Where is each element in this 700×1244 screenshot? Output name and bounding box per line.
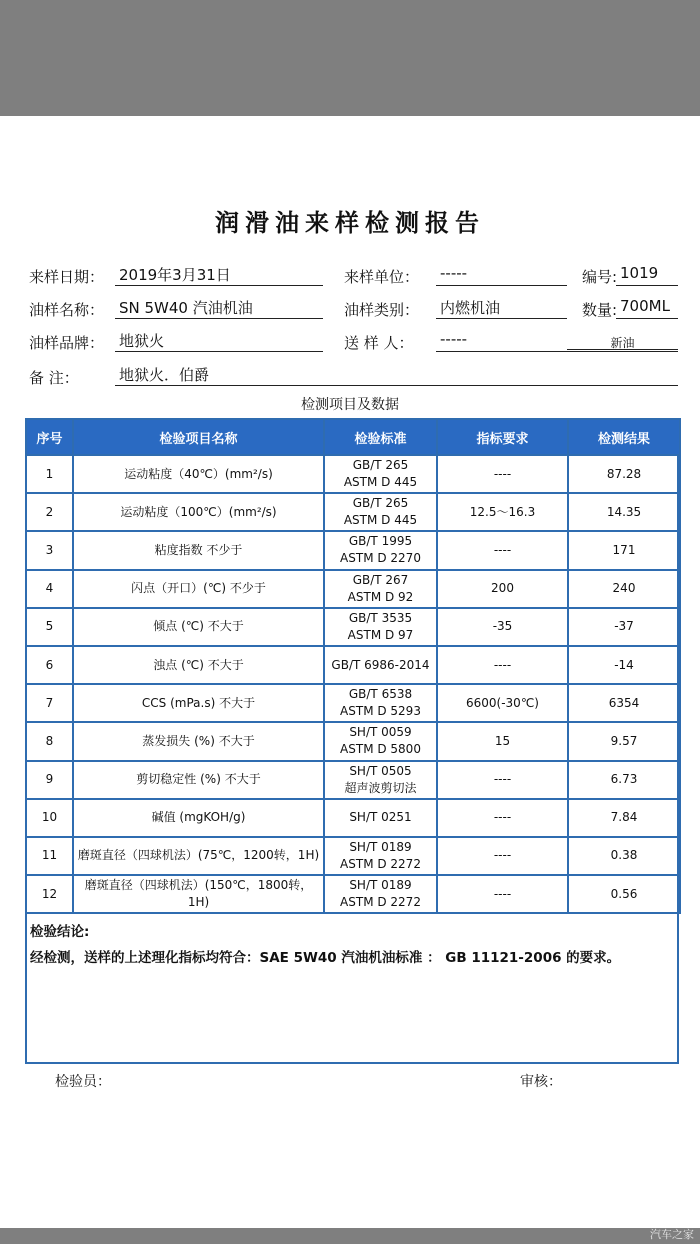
sample-date-label: 来样日期： <box>29 268 105 286</box>
standard-line-1: GB/T 1995 <box>348 534 413 549</box>
cell-requirement: -35 <box>437 608 568 646</box>
cell-requirement: ---- <box>437 761 568 799</box>
report-title: 润滑油来样检测报告 <box>215 208 485 237</box>
table-row <box>26 570 680 608</box>
cell-no: 6 <box>26 646 73 684</box>
table-row <box>26 455 680 493</box>
cell-item: 磨斑直径（四球机法）(150℃，1800转，1H) <box>73 875 324 913</box>
cell-no: 10 <box>26 799 73 837</box>
sample-type-label: 油样类别： <box>344 301 420 319</box>
cell-result: 6354 <box>568 684 680 722</box>
standard-line-2: ASTM D 445 <box>343 513 418 528</box>
cell-standard <box>324 684 437 722</box>
cell-no: 7 <box>26 684 73 722</box>
cell-item: 碱值 (mgKOH/g) <box>73 799 324 837</box>
table-row <box>26 722 680 760</box>
sample-name-label: 油样名称： <box>29 301 105 319</box>
standard-line-2: ASTM D 5293 <box>340 704 421 719</box>
oil-condition-value: 新油 <box>567 330 678 352</box>
standard-line-2: ASTM D 92 <box>347 589 414 604</box>
cell-item: 倾点 (℃) 不大于 <box>73 608 324 646</box>
cell-result: 171 <box>568 531 680 569</box>
cell-item: 蒸发损失 (%) 不大于 <box>73 722 324 760</box>
table-row <box>26 799 680 837</box>
cell-result: -14 <box>568 646 680 684</box>
brand-value: 地狱火 <box>115 330 323 352</box>
header-requirement: 指标要求 <box>437 419 568 455</box>
cell-item: 闪点（开口）(℃) 不少于 <box>73 570 324 608</box>
remark-value: 地狱火．伯爵 <box>115 364 678 386</box>
conclusion-label: 检验结论: <box>30 924 90 940</box>
table-row <box>26 493 680 531</box>
cell-standard <box>324 722 437 760</box>
cell-item: 浊点 (℃) 不大于 <box>73 646 324 684</box>
standard-line-2: ASTM D 2272 <box>340 856 421 871</box>
cell-requirement: 15 <box>437 722 568 760</box>
cell-requirement: ---- <box>437 799 568 837</box>
cell-standard <box>324 646 437 684</box>
table-row <box>26 608 680 646</box>
cell-no: 11 <box>26 837 73 875</box>
cell-standard <box>324 761 437 799</box>
cell-result: 7.84 <box>568 799 680 837</box>
cell-no: 9 <box>26 761 73 799</box>
cell-no: 12 <box>26 875 73 913</box>
cell-no: 2 <box>26 493 73 531</box>
cell-result: 6.73 <box>568 761 680 799</box>
cell-standard <box>324 455 437 493</box>
header-item: 检验项目名称 <box>73 419 324 455</box>
cell-standard <box>324 608 437 646</box>
number-label: 编号: <box>582 268 618 286</box>
standard-line-1: GB/T 6986-2014 <box>331 657 430 672</box>
standard-line-1: SH/T 0189 <box>349 839 412 854</box>
standard-line-1: GB/T 6538 <box>348 687 413 702</box>
table-header-row <box>26 419 680 455</box>
cell-item: 运动粘度（40℃）(mm²/s) <box>73 455 324 493</box>
standard-line-2: ASTM D 2272 <box>340 895 421 910</box>
cell-requirement: ---- <box>437 455 568 493</box>
cell-requirement: ---- <box>437 646 568 684</box>
cell-no: 4 <box>26 570 73 608</box>
standard-line-2: ASTM D 445 <box>343 475 418 490</box>
section-title: 检测项目及数据 <box>301 397 399 413</box>
cell-standard <box>324 875 437 913</box>
cell-standard <box>324 493 437 531</box>
cell-result: 14.35 <box>568 493 680 531</box>
standard-line-1: GB/T 265 <box>352 496 409 511</box>
table-row <box>26 837 680 875</box>
top-gray-bar <box>0 0 700 116</box>
standard-line-2: ASTM D 2270 <box>340 551 421 566</box>
cell-result: 9.57 <box>568 722 680 760</box>
reviewer-label: 审核： <box>520 1074 562 1090</box>
standard-line-1: GB/T 265 <box>352 458 409 473</box>
watermark: 汽车之家 <box>650 1228 694 1241</box>
cell-standard <box>324 570 437 608</box>
cell-no: 1 <box>26 455 73 493</box>
cell-requirement: ---- <box>437 875 568 913</box>
sample-unit-label: 来样单位： <box>344 268 420 286</box>
cell-item: 运动粘度（100℃）(mm²/s) <box>73 493 324 531</box>
header-no: 序号 <box>26 419 73 455</box>
cell-result: 0.56 <box>568 875 680 913</box>
bottom-gray-bar <box>0 1228 700 1244</box>
cell-no: 3 <box>26 531 73 569</box>
cell-requirement: 12.5～16.3 <box>437 493 568 531</box>
sample-name-value: SN 5W40 汽油机油 <box>115 297 323 319</box>
sample-type-value: 内燃机油 <box>436 297 567 319</box>
standard-line-1: SH/T 0059 <box>349 725 412 740</box>
cell-standard <box>324 531 437 569</box>
table-row <box>26 761 680 799</box>
cell-requirement: 6600(-30℃) <box>437 684 568 722</box>
cell-item: 粘度指数 不少于 <box>73 531 324 569</box>
cell-no: 8 <box>26 722 73 760</box>
header-standard: 检验标准 <box>324 419 437 455</box>
standard-line-1: SH/T 0505 <box>349 763 412 778</box>
cell-item: 磨斑直径（四球机法）(75℃，1200转，1H) <box>73 837 324 875</box>
cell-item: CCS (mPa.s) 不大于 <box>73 684 324 722</box>
sender-value: ----- <box>436 330 567 352</box>
sample-unit-value: ----- <box>436 264 567 286</box>
cell-requirement: 200 <box>437 570 568 608</box>
table-row <box>26 531 680 569</box>
standard-line-2: ASTM D 5800 <box>340 742 421 757</box>
cell-result: 240 <box>568 570 680 608</box>
table-row <box>26 646 680 684</box>
cell-result: 0.38 <box>568 837 680 875</box>
conclusion-text: 经检测，送样的上述理化指标均符合：SAE 5W40 汽油机油标准 ： GB 11121-2006 的要求。 <box>30 950 621 966</box>
table-row <box>26 875 680 913</box>
standard-line-2: ASTM D 97 <box>347 627 414 642</box>
number-value: 1019 <box>616 264 678 286</box>
sample-date-value: 2019年3月31日 <box>115 264 323 286</box>
cell-result: -37 <box>568 608 680 646</box>
standard-line-2: 超声波剪切法 <box>344 780 417 795</box>
cell-standard <box>324 799 437 837</box>
cell-no: 5 <box>26 608 73 646</box>
cell-requirement: ---- <box>437 531 568 569</box>
standard-line-1: SH/T 0251 <box>349 810 412 825</box>
cell-item: 剪切稳定性 (%) 不大于 <box>73 761 324 799</box>
standard-line-1: GB/T 267 <box>352 572 409 587</box>
cell-standard <box>324 837 437 875</box>
inspector-label: 检验员： <box>55 1074 111 1090</box>
table-row <box>26 684 680 722</box>
quantity-label: 数量: <box>582 301 618 319</box>
brand-label: 油样品牌： <box>29 334 105 352</box>
standard-line-1: SH/T 0189 <box>349 878 412 893</box>
quantity-value: 700ML <box>616 297 678 319</box>
sender-label: 送 样 人： <box>344 334 414 352</box>
standard-line-1: GB/T 3535 <box>348 610 413 625</box>
cell-requirement: ---- <box>437 837 568 875</box>
remark-label: 备 注： <box>29 369 79 387</box>
test-results-table <box>25 418 681 914</box>
cell-result: 87.28 <box>568 455 680 493</box>
header-result: 检测结果 <box>568 419 680 455</box>
